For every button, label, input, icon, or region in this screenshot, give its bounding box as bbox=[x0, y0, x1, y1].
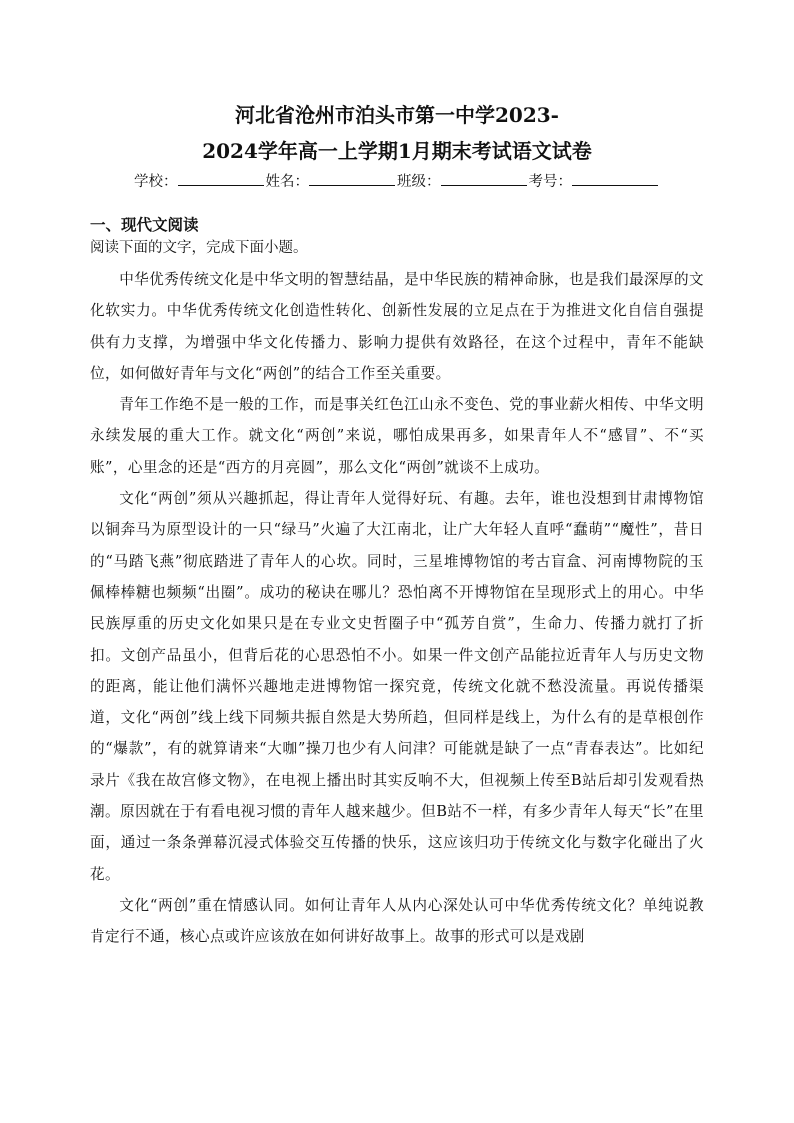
passage-paragraph: 青年工作绝不是一般的工作，而是事关红色江山永不变色、党的事业薪火相传、中华文明永续发展的重大工作。就文化“两创”来说，哪怕成果再多，如果青年人不“感冒”、不“买账”，心里念的还是“西方的月亮圆”，那么文化“两创”就谈不上成功。 bbox=[90, 396, 704, 476]
reading-passage bbox=[90, 264, 704, 953]
exam-number-label: 考号： bbox=[528, 174, 572, 190]
name-label: 姓名： bbox=[265, 174, 309, 190]
reading-instruction: 阅读下面的文字，完成下面小题。 bbox=[90, 240, 308, 256]
exam-number-blank bbox=[572, 171, 658, 186]
school-blank bbox=[178, 171, 264, 186]
passage-paragraph: 中华优秀传统文化是中华文明的智慧结晶，是中华民族的精神命脉，也是我们最深厚的文化软实力。中华优秀传统文化创造性转化、创新性发展的立足点在于为推进文化自信自强提供有力支撑，为增强中华文化传播力、影响力提供有效路径，在这个过程中，青年不能缺位，如何做好青年与文化“两创”的结合工作至关重要。 bbox=[90, 271, 704, 382]
exam-title-line-2: 2024学年高一上学期1月期末考试语文试卷 bbox=[202, 139, 592, 163]
passage-paragraph: 文化“两创”须从兴趣抓起，得让青年人觉得好玩、有趣。去年，谁也没想到甘肃博物馆以铜奔马为原型设计的一只“绿马”火遍了大江南北，让广大年轻人直呼“蠢萌”“魔性”，昔日的“马踏飞燕”彻底踏进了青年人的心坎。同时，三星堆博物馆的考古盲盒、河南博物院的玉佩棒棒糖也频频“出圈”。成功的秘诀在哪儿？恐怕离不开博物馆在呈现形式上的用心。中华民族厚重的历史文化如果只是在专业文史哲圈子中“孤芳自赏”，生命力、传播力就打了折扣。文创产品虽小，但背后花的心思恐怕不小。如果一件文创产品能拉近青年人与历史文物的距离，能让他们满怀兴趣地走进博物馆一探究竟，传统文化就不愁没流量。再说传播渠道，文化“两创”线上线下同频共振自然是大势所趋，但同样是线上，为什么有的是草根创作的“爆款”，有的就算请来“大咖”操刀也少有人问津？可能就是缺了一点“青春表达”。比如纪录片《我在故宫修文物》，在电视上播出时其实反响不大，但视频上传至B站后却引发观看热潮。原因就在于有看电视习惯的青年人越来越少。但B站不一样，有多少青年人每天“长”在里面，通过一条条弹幕沉浸式体验交互传播的快乐，这应该归功于传统文化与数字化碰出了火花。 bbox=[90, 490, 704, 883]
student-info-row bbox=[0, 171, 794, 192]
class-blank bbox=[441, 171, 527, 186]
class-label: 班级： bbox=[397, 174, 441, 190]
name-blank bbox=[309, 171, 395, 186]
section-heading: 一、现代文阅读 bbox=[90, 216, 199, 234]
passage-paragraph: 文化“两创”重在情感认同。如何让青年人从内心深处认可中华优秀传统文化？单纯说教肯定行不通，核心点或许应该放在如何讲好故事上。故事的形式可以是戏剧 bbox=[90, 896, 704, 946]
exam-title-line-1: 河北省沧州市泊头市第一中学2023- bbox=[235, 103, 559, 127]
school-label: 学校： bbox=[134, 174, 178, 190]
